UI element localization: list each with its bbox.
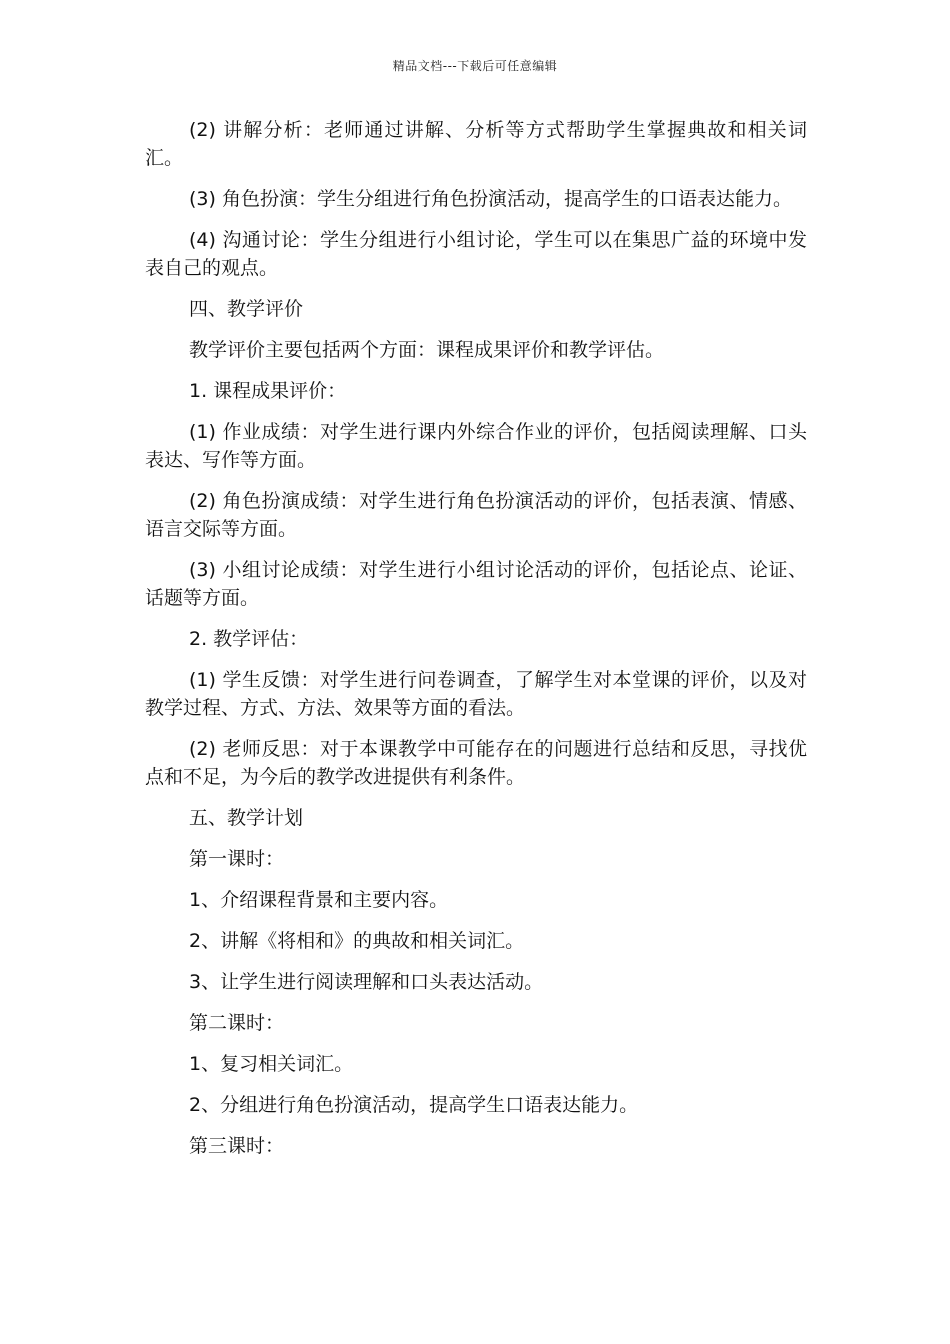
paragraph-homework-score: (1) 作业成绩：对学生进行课内外综合作业的评价，包括阅读理解、口头表达、写作等方面。 [145,421,807,471]
lesson-2-heading: 第二课时： [189,1012,285,1034]
lesson-3-heading: 第三课时： [189,1135,285,1157]
section-heading-plan: 五、教学计划 [189,807,304,829]
paragraph-role-play: (3) 角色扮演：学生分组进行角色扮演活动，提高学生的口语表达能力。 [189,188,792,210]
paragraph-student-feedback: (1) 学生反馈：对学生进行问卷调查，了解学生对本堂课的评价，以及对教学过程、方式、方法、效果等方面的看法。 [145,669,807,719]
paragraph-evaluation-intro: 教学评价主要包括两个方面：课程成果评价和教学评估。 [189,339,665,361]
lesson-1-item-3: 3、让学生进行阅读理解和口头表达活动。 [189,971,544,993]
paragraph-role-play-score: (2) 角色扮演成绩：对学生进行角色扮演活动的评价，包括表演、情感、语言交际等方面。 [145,490,807,540]
lesson-1-item-2: 2、讲解《将相和》的典故和相关词汇。 [189,930,525,952]
page-header: 精品文档---下载后可任意编辑 [392,59,558,73]
paragraph-group-discussion-score: (3) 小组讨论成绩：对学生进行小组讨论活动的评价，包括论点、论证、话题等方面。 [145,559,807,609]
paragraph-explain-analysis: (2) 讲解分析：老师通过讲解、分析等方式帮助学生掌握典故和相关词汇。 [145,119,807,169]
lesson-2-item-1: 1、复习相关词汇。 [189,1053,354,1075]
section-heading-evaluation: 四、教学评价 [189,298,304,320]
document-body [145,116,807,1173]
subheading-teaching-assessment: 2. 教学评估： [189,628,309,650]
subheading-course-outcome: 1. 课程成果评价： [189,380,347,402]
lesson-1-heading: 第一课时： [189,848,285,870]
paragraph-discussion: (4) 沟通讨论：学生分组进行小组讨论，学生可以在集思广益的环境中发表自己的观点。 [145,229,807,279]
paragraph-teacher-reflection: (2) 老师反思：对于本课教学中可能存在的问题进行总结和反思，寻找优点和不足，为今后的教学改进提供有利条件。 [145,738,807,788]
lesson-2-item-2: 2、分组进行角色扮演活动，提高学生口语表达能力。 [189,1094,639,1116]
lesson-1-item-1: 1、介绍课程背景和主要内容。 [189,889,449,911]
